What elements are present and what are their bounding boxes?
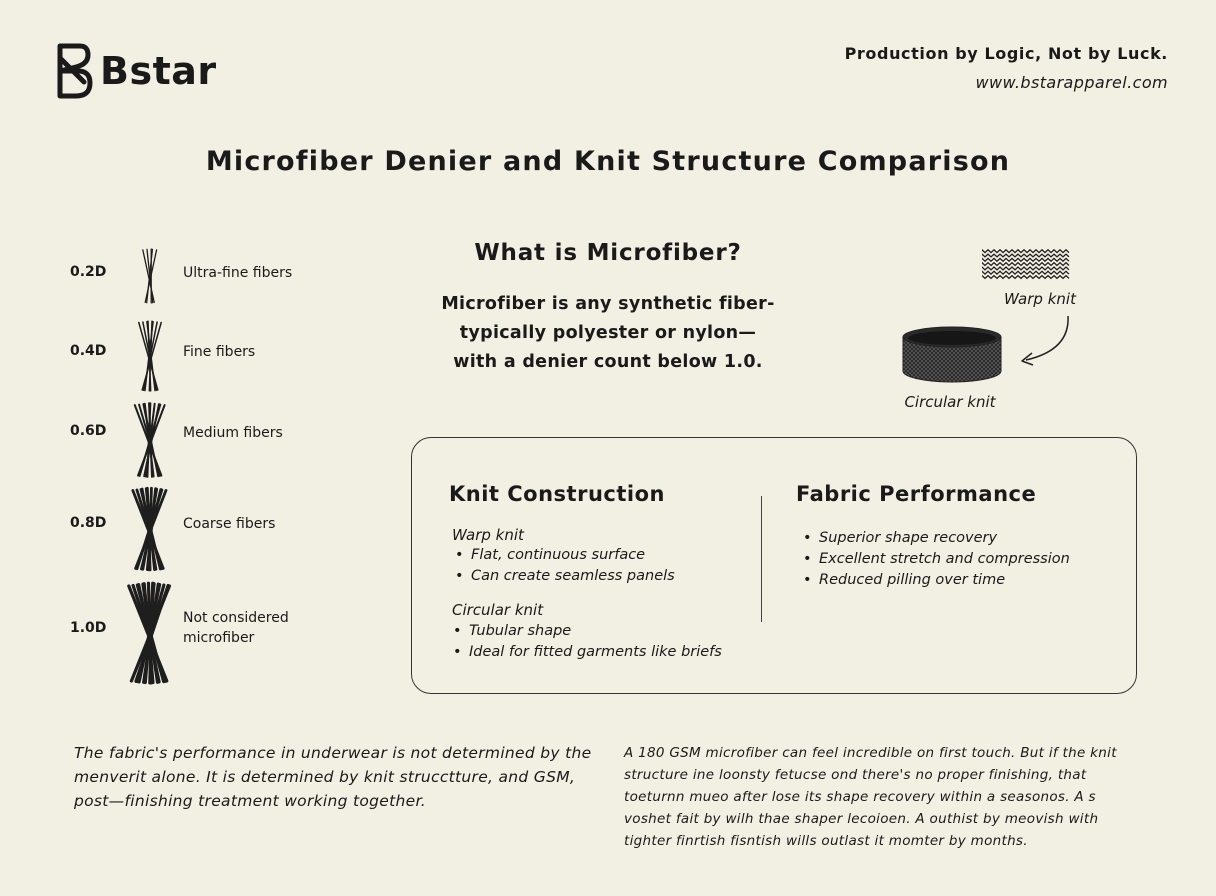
denier-value: 0.2D xyxy=(70,264,107,280)
denier-description: Ultra-fine fibers xyxy=(183,265,293,281)
list-item: • Can create seamless panels xyxy=(455,566,675,587)
body-line: with a denier count below 1.0. xyxy=(453,352,763,372)
circular-knit-label: Circular knit xyxy=(904,393,996,411)
brand-name: Bstar xyxy=(100,49,217,93)
knit-construction-heading: Knit Construction xyxy=(449,482,665,506)
warp-knit-subheading: Warp knit xyxy=(452,526,524,544)
denier-value: 0.6D xyxy=(70,423,107,439)
brand-tagline: Production by Logic, Not by Luck. xyxy=(844,44,1168,63)
box-divider xyxy=(761,496,762,622)
denier-row xyxy=(0,482,360,582)
website-link[interactable]: www.bstarapparel.com xyxy=(975,73,1168,92)
bstar-logo-icon xyxy=(54,40,94,102)
circular-knit-subheading: Circular knit xyxy=(452,601,544,619)
body-line: typically polyester or nylon— xyxy=(459,323,757,343)
denier-value: 1.0D xyxy=(70,620,107,636)
warp-knit-label: Warp knit xyxy=(1004,290,1076,308)
footer-left-paragraph: The fabric's performance in underwear is not determined by the menverit alone. It is determined by knit strucctture, and GSM, post—finishing treatment working together. xyxy=(74,744,592,810)
what-is-microfiber-heading: What is Microfiber? xyxy=(474,240,742,266)
fiber-bundle-icon xyxy=(110,485,190,573)
denier-description: Not considered microfiber xyxy=(183,610,289,646)
denier-value: 0.8D xyxy=(70,515,107,531)
fabric-performance-points xyxy=(803,528,1070,591)
curved-arrow-icon xyxy=(1012,312,1076,368)
list-item: • Tubular shape xyxy=(453,621,722,642)
circular-knit-tube-icon xyxy=(900,325,1004,385)
fiber-bundle-icon xyxy=(110,318,190,394)
denier-description: Coarse fibers xyxy=(183,516,276,532)
denier-value: 0.4D xyxy=(70,343,107,359)
circular-knit-points xyxy=(453,621,722,663)
footer-right-paragraph: A 180 GSM microfiber can feel incredible on first touch. But if the knit structure ine loonsty fetucse ond there's no proper finishing, that toeturnn mueo after lose its shape recovery within a seasonos. A s voshet fait by wilh thae shaper lecoioen. A outhist by meovish with tighter finrtish fisntish wills outlast it momter by months. xyxy=(624,745,1117,849)
page-title: Microfiber Denier and Knit Structure Comparison xyxy=(205,146,1011,177)
fiber-bundle-icon xyxy=(110,580,190,686)
body-line: Microfiber is any synthetic fiber- xyxy=(441,294,775,314)
warp-knit-swatch-icon xyxy=(982,248,1070,282)
list-item: • Excellent stretch and compression xyxy=(803,549,1070,570)
fiber-bundle-icon xyxy=(110,400,190,480)
denier-row xyxy=(0,578,360,678)
what-is-microfiber-body xyxy=(420,290,796,377)
denier-row xyxy=(0,392,360,492)
denier-description: Medium fibers xyxy=(183,425,283,441)
warp-knit-points xyxy=(455,545,675,587)
denier-description: Fine fibers xyxy=(183,344,256,360)
list-item: • Ideal for fitted garments like briefs xyxy=(453,642,722,663)
list-item: • Superior shape recovery xyxy=(803,528,1070,549)
fiber-bundle-icon xyxy=(110,246,190,306)
fabric-performance-heading: Fabric Performance xyxy=(796,482,1037,506)
list-item: • Reduced pilling over time xyxy=(803,570,1070,591)
list-item: • Flat, continuous surface xyxy=(455,545,675,566)
brand-logo xyxy=(54,40,217,102)
